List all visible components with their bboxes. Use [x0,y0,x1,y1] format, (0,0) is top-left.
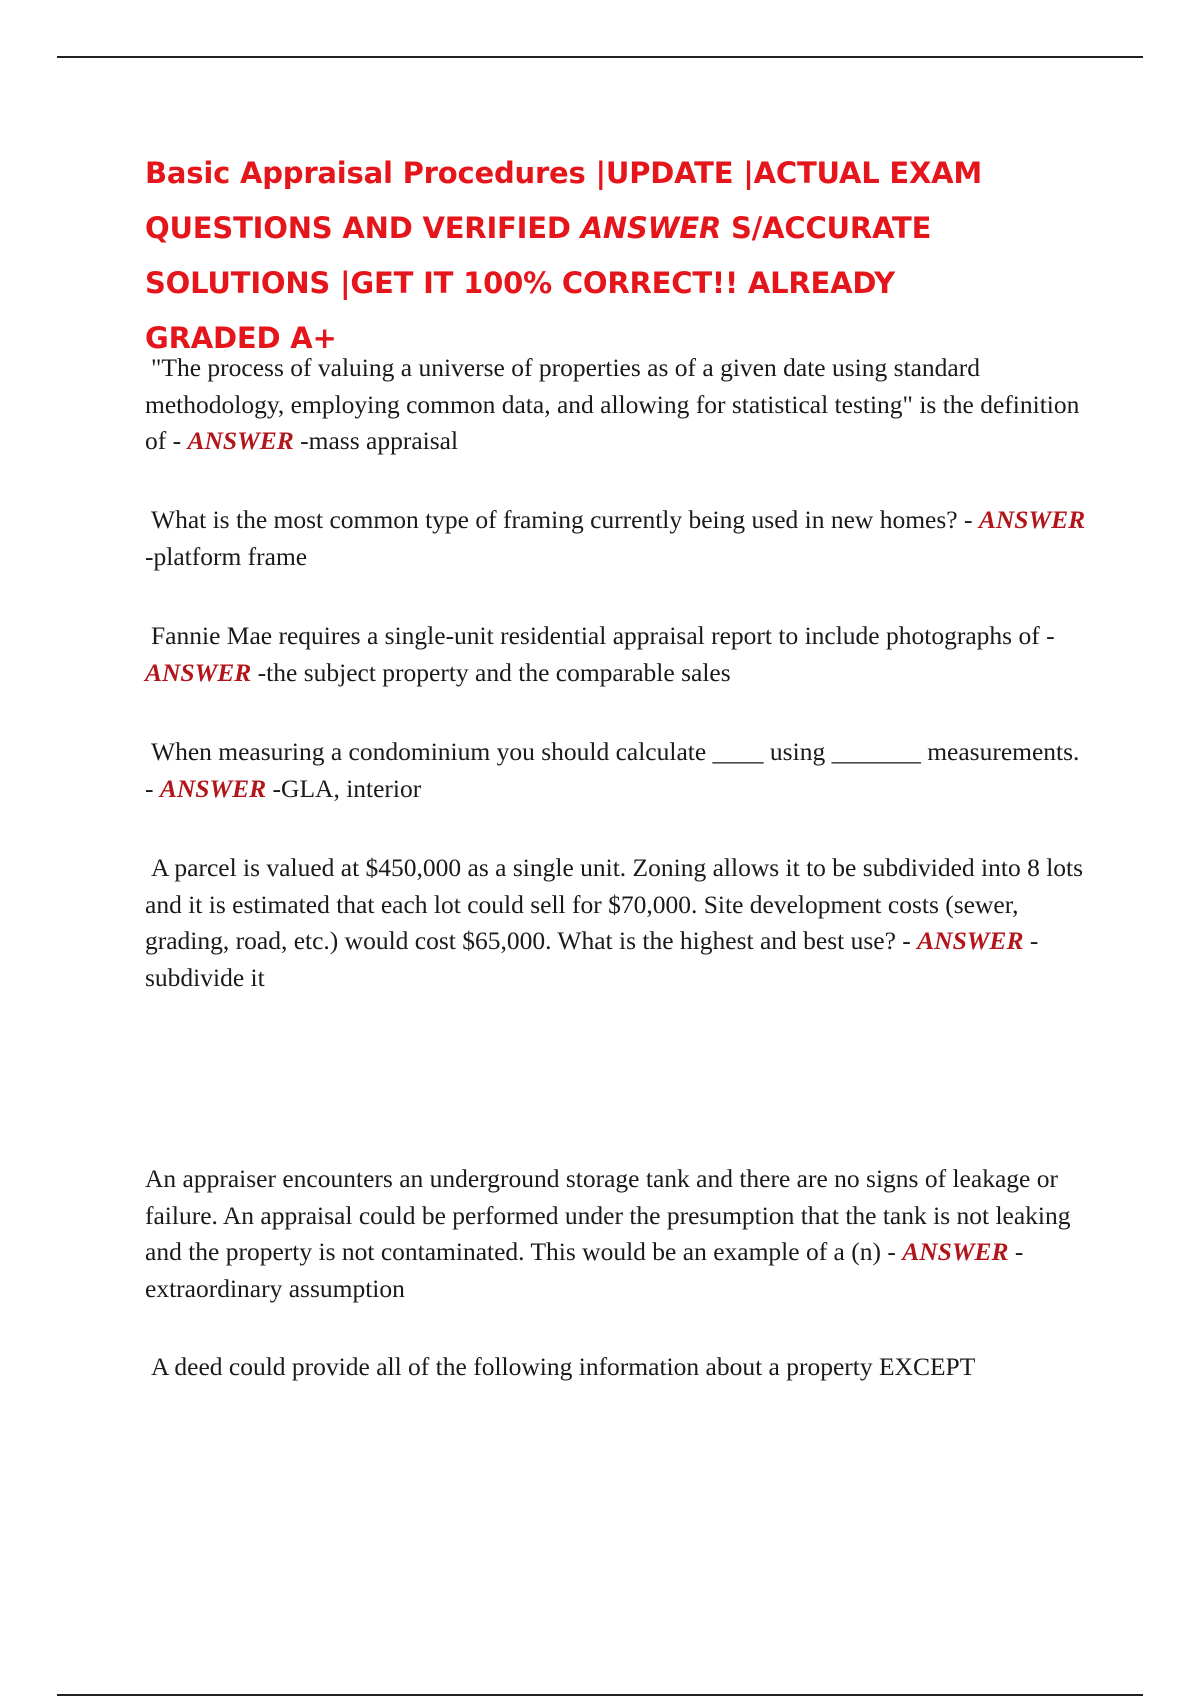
qa-item [145,1349,1090,1386]
question-text: Fannie Mae requires a single-unit residential appraisal report to include photographs of - [151,621,1055,650]
question-text: What is the most common type of framing currently being used in new homes? - [151,505,979,534]
question-text: When measuring a condominium you should calculate ____ using _______ measurements. - [145,737,1080,803]
title-line-3: SOLUTIONS |GET IT 100% CORRECT!! ALREADY [145,266,895,300]
answer-text: -the subject property and the comparable sales [251,657,731,687]
answer-label: ANSWER [902,1237,1009,1266]
footer-rule [57,1694,1143,1696]
qa-item [145,502,1090,575]
answer-text: -subdivide it [145,926,1039,992]
answer-label: ANSWER [145,657,252,687]
qa-item [145,734,1090,807]
answer-text: -extraordinary assumption [145,1237,1024,1303]
title-answer-word: ANSWER [580,211,722,245]
title-line-2-suffix: S/ACCURATE [721,211,932,245]
qa-item [145,1161,1090,1307]
answer-label: ANSWER [159,773,267,803]
qa-item [145,850,1090,996]
answer-text: -mass appraisal [293,426,459,455]
question-text: "The process of valuing a universe of properties as of a given date using standard methodology, employing common data, and allowing for statistical testing" is the definition of - [145,353,1080,455]
question-text: An appraiser encounters an underground storage tank and there are no signs of leakage or failure. An appraisal could be performed under the presumption that the tank is not leaking and the property is not contaminated. This would be an example of a (n) - [145,1164,1071,1266]
title-line-1: Basic Appraisal Procedures |UPDATE |ACTUAL EXAM [145,156,983,190]
header-rule [57,56,1143,58]
title-line-2 [145,201,1105,256]
qa-item [145,350,1090,460]
title-line-4: GRADED A+ [145,321,337,355]
answer-label: ANSWER [978,505,1086,534]
question-text: A deed could provide all of the following information about a property EXCEPT [151,1352,976,1381]
answer-label: ANSWER [917,926,1024,955]
document-title [145,146,1105,366]
qa-item [145,618,1090,691]
question-text: A parcel is valued at $450,000 as a single unit. Zoning allows it to be subdivided into 8 lots and it is estimated that each lot could sell for $70,000. Site development costs (sewer, grading, road, etc.) would cost $65,000. What is the highest and best use? - [145,853,1084,955]
title-line-2-text: QUESTIONS AND VERIFIED [145,211,581,245]
answer-text: -GLA, interior [266,773,422,803]
answer-text: -platform frame [145,541,308,571]
answer-label: ANSWER [187,426,294,455]
